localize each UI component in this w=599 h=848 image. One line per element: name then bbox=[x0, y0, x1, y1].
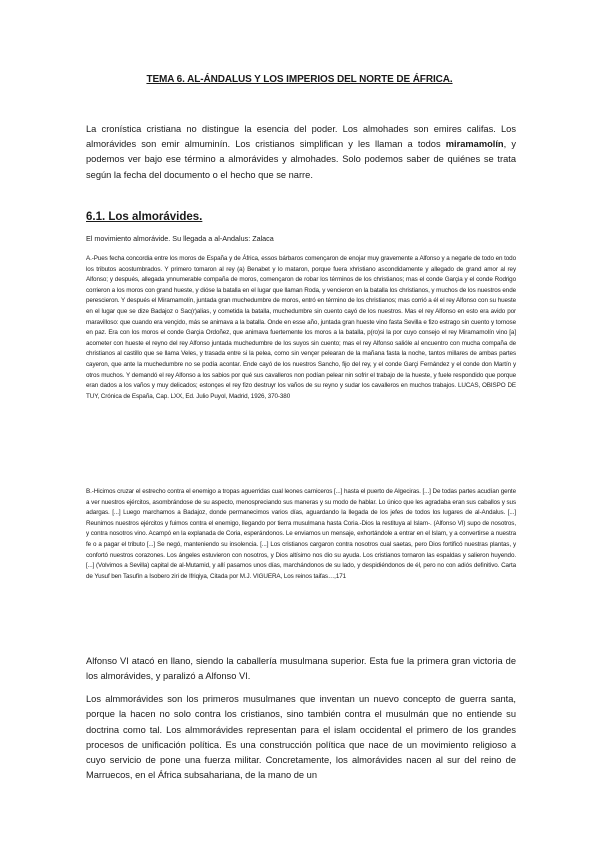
intro-paragraph bbox=[86, 122, 516, 183]
section-subheading: El movimiento almorávide. Su llegada a al-Andalus: Zalaca bbox=[86, 234, 274, 243]
source-quote-b: B.-Hicimos cruzar el estrecho contra el enemigo a tropas aguerridas cual leones carniceros [...] hasta el puerto de Algeciras. [...] De todas partes acudían gente a ver nuestros ejércitos, asombrándose de su aspecto, menospreciando sus maneras y su modo de hablar. Lo único que les agradaba eran sus caballos y sus adargas. [...] Luego marchamos a Badajoz, donde permanecimos varios días, aguardando la llegada de los jefes de todos los lugares de al-Andalus. [...] Reunimos nuestros ejércitos y fuimos contra el enemigo, llegando por tierra musulmana hasta Coria.-Dios la restituya al Islam-. (Alfonso VI) supo de nosotros, y contra nosotros vino. Acampó en la explanada de Coria, esperándonos. Le enviamos un mensaje, exhortándole a entrar en el Islam, y a convertirse a nuestra fe o a pagar el tributo [...] Se negó, manteniendo su insolencia. [...] Los cristianos cargaron contra nosotros cual saetas, pero Dios fortificó nuestras plantas, y confortó nuestros corazones. Los ángeles estuvieron con nosotros, y Dios altísimo nos dio su ayuda. Los cristianos tornaron las espaldas y salieron huyendo. [...] (Volvimos a Sevilla) capital de al-Mutamid, y allí pasamos unos días, marchándonos de su lado, y despidiéndonos de él, pero no con adiós definitivo. Carta de Yusuf ben Tasufín a Isobero ziri de Ifriqiya, Citada por M.J. VIGUERA, Los reinos taifas…,171 bbox=[86, 488, 516, 580]
body-paragraph-2: Los almmorávides son los primeros musulmanes que inventan un nuevo concepto de guerra santa, porque la hacen no solo contra los cristianos, sino también contra el musulmán que no entiende su doctrina como tal. Los almmorávides representan para el islam occidental el primero de los grandes procesos de unificación política. Es una construcción política que nace de un movimiento religioso a cuyo servicio de pone una fuerza militar. Concretamente, los almorávides nacen al sur del reino de Marruecos, en el África subsahariana, de la mano de un bbox=[86, 694, 516, 781]
intro-text-start: La cronística cristiana no distingue la esencia del poder. Los almohades son emires califas. Los almorávides son emir almuminín. Los cristianos simplifican y les llaman a todos bbox=[86, 124, 516, 150]
intro-text-end: , y podemos ver bajo ese término a almorávides y almohades. Solo podemos saber de quiénes se trata según la fecha del documento o el hecho que se narre. bbox=[86, 139, 516, 180]
section-heading: 6.1. Los almorávides. bbox=[86, 211, 203, 223]
intro-bold-term: miramamolín bbox=[445, 139, 504, 150]
source-quote-a: A.-Pues fecha concordia entre los moros de España y de África, essos bárbaros començaron de enojar muy gravemente a Alfonso y a negarle de todo en todo los tributos acostumbrados. Y primero tomaron al rey (a) Benabet y lo mataron, porque fuera xhristiano ascondidamente y allegado de grand amor al rey Alfonso; y después, allegada ynnumerable compaña de moros, començaron de robar los términos de los christianos; mas el conde Garçia y el conde Rodrigo corrieron a los moros con grand hueste, y dióse la batalla en el lugar que llaman Roda, y vencieron en la batalla los christianos, y muchos de los nuestros ende perescieron. Y después el Miramamolín, juntada gran muchedumbre de moros, entró en término de los christianos; mas corrió a él el rey Alfonso con su hueste en el lugar que se dize Badajoz o Sac(r)alias, y cometida la batalla, muchedumbre sin cuento cayó de los nuestros. Mas el rey Alfonso en esto era avido por maravilloso: que cuando era vençido, más se animava a la batalla. Onde en esse año, juntada gran hueste vino fasta Sevilla e fizo estrago sin cuento y tornose en paz. Era con los moros el conde Garçia Ordoñez, que animava fuertemente los moros a la batalla, p(ro)si la por cuyo consejo el rey Miramamolín vino [a] acometer con hueste el reyno del rey Alfonso juntada muchedumbre de los suyos sin cuento; mas el rey Alfonso salióle al encuentro con mucha compaña de christianos al castillo que se llama Veles, y trasada entre si la pelea, como sin vençer pelearan de la mañana fasta la noche, tantos millares de ambas partes cayeron, que ante la muchedumbre no se podía acontar. Ende cayó de los nuestros Sancho, fijo del rey, y el conde Garçi Fernández y el conde don Martín y otros muchos. Y demandó el rey Alfonso a los sabios por qué sus cavalleros non podían pelear nin sofrir el trabajo de la hueste, y fuele respondido que porque eran dados a los vaños y muy delicados; estonçes el rey fizo destruyr los vaños de su reyno y sudar los cavalleros en muchos trabajos. LUCAS, OBISPO DE TUY, Crónica de España, Cap. LXX, Ed. Julio Puyol, Madrid, 1926, 370-380 bbox=[86, 255, 516, 400]
document-title: TEMA 6. AL-ÁNDALUS Y LOS IMPERIOS DEL NORTE DE ÁFRICA. bbox=[146, 74, 453, 85]
body-paragraph-1: Alfonso VI atacó en llano, siendo la caballería musulmana superior. Esta fue la primera gran victoria de los almorávides, y paralizó a Alfonso VI. bbox=[86, 656, 516, 681]
